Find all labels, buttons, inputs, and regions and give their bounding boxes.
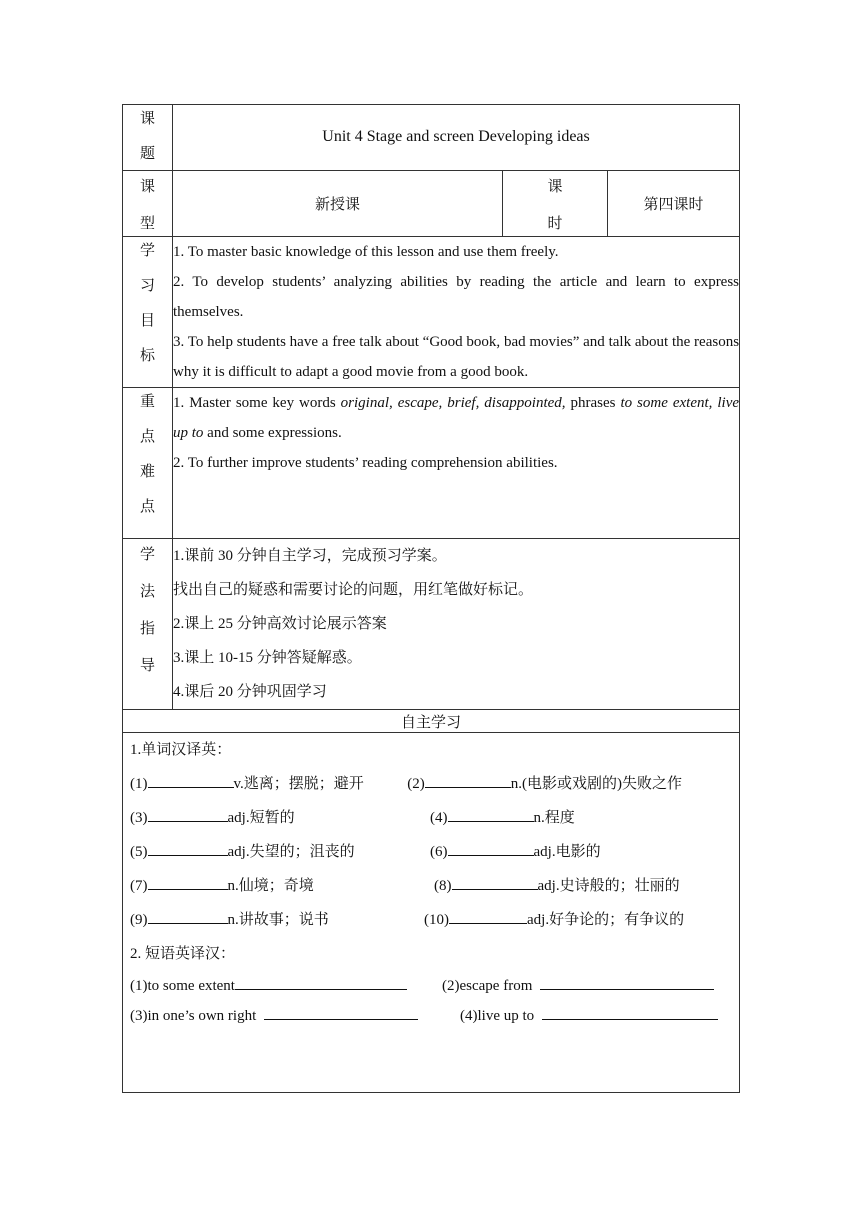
key-point-item: 2. To further improve students’ reading comprehension abilities. [173, 455, 558, 471]
period-label: 课 时 [503, 171, 608, 237]
objective-item: 2. To develop students’ analyzing abilities by reading the article and learn to express themselves. [173, 274, 740, 320]
self-study-title: 自主学习 [123, 710, 740, 733]
section2-title: 2. 短语英译汉： [130, 946, 236, 962]
key-points-label: 重 点 难 点 [123, 388, 173, 539]
answer-blank[interactable] [235, 973, 407, 990]
key-points-content [173, 388, 740, 539]
answer-blank[interactable] [449, 907, 527, 924]
answer-blank[interactable] [148, 771, 234, 788]
answer-blank[interactable] [452, 873, 538, 890]
type-label: 课 型 [123, 171, 173, 237]
answer-blank[interactable] [264, 1003, 418, 1020]
word-row: (1) v.逃离；摆脱；避开 (2) n.(电影或戏剧的)失败之作 [130, 767, 732, 801]
answer-blank[interactable] [425, 771, 511, 788]
key-point-item: 1. Master some key words original, escape, brief, disappointed, phrases to some extent, live up to and some expressions. [173, 395, 740, 441]
answer-blank[interactable] [148, 907, 228, 924]
objectives-row [123, 237, 740, 388]
objective-item: 1. To master basic knowledge of this lesson and use them freely. [173, 244, 559, 260]
word-row: (3) adj.短暂的 (4) n.程度 [130, 801, 732, 835]
objectives-label: 学 习 目 标 [123, 237, 173, 388]
methods-label: 学 法 指 导 [123, 539, 173, 710]
method-item: 4.课后 20 分钟巩固学习 [173, 684, 327, 700]
key-points-row [123, 388, 740, 539]
answer-blank[interactable] [148, 805, 228, 822]
self-study-content [123, 733, 740, 1093]
word-row: (5) adj.失望的；沮丧的 (6) adj.电影的 [130, 835, 732, 869]
word-row: (9) n.讲故事；说书 (10) adj.好争论的；有争议的 [130, 903, 732, 937]
type-row [123, 171, 740, 237]
objectives-content [173, 237, 740, 388]
period-value: 第四课时 [608, 171, 740, 237]
topic-label: 课 题 [123, 105, 173, 171]
answer-blank[interactable] [542, 1003, 718, 1020]
methods-content [173, 539, 740, 710]
phrase-row: (1)to some extent (2)escape from [130, 971, 732, 1001]
self-study-title-row [123, 710, 740, 733]
type-value: 新授课 [173, 171, 503, 237]
self-study-row [123, 733, 740, 1093]
answer-blank[interactable] [448, 805, 534, 822]
method-item: 1.课前 30 分钟自主学习，完成预习学案。 [173, 548, 447, 564]
answer-blank[interactable] [540, 973, 714, 990]
topic-row [123, 105, 740, 171]
lesson-plan-table [122, 104, 740, 1093]
objective-item: 3. To help students have a free talk about “Good book, bad movies” and talk about the reasons why it is difficult to adapt a good movie from a good book. [173, 334, 740, 380]
method-item: 3.课上 10-15 分钟答疑解惑。 [173, 650, 362, 666]
method-item: 找出自己的疑惑和需要讨论的问题，用红笔做好标记。 [173, 582, 534, 598]
word-row: (7) n.仙境；奇境 (8) adj.史诗般的；壮丽的 [130, 869, 732, 903]
section1-title: 1.单词汉译英： [130, 742, 232, 758]
topic-value: Unit 4 Stage and screen Developing ideas [173, 105, 740, 171]
answer-blank[interactable] [448, 839, 534, 856]
method-item: 2.课上 25 分钟高效讨论展示答案 [173, 616, 387, 632]
methods-row [123, 539, 740, 710]
answer-blank[interactable] [148, 839, 228, 856]
phrase-row: (3)in one’s own right (4)live up to [130, 1001, 732, 1031]
answer-blank[interactable] [148, 873, 228, 890]
